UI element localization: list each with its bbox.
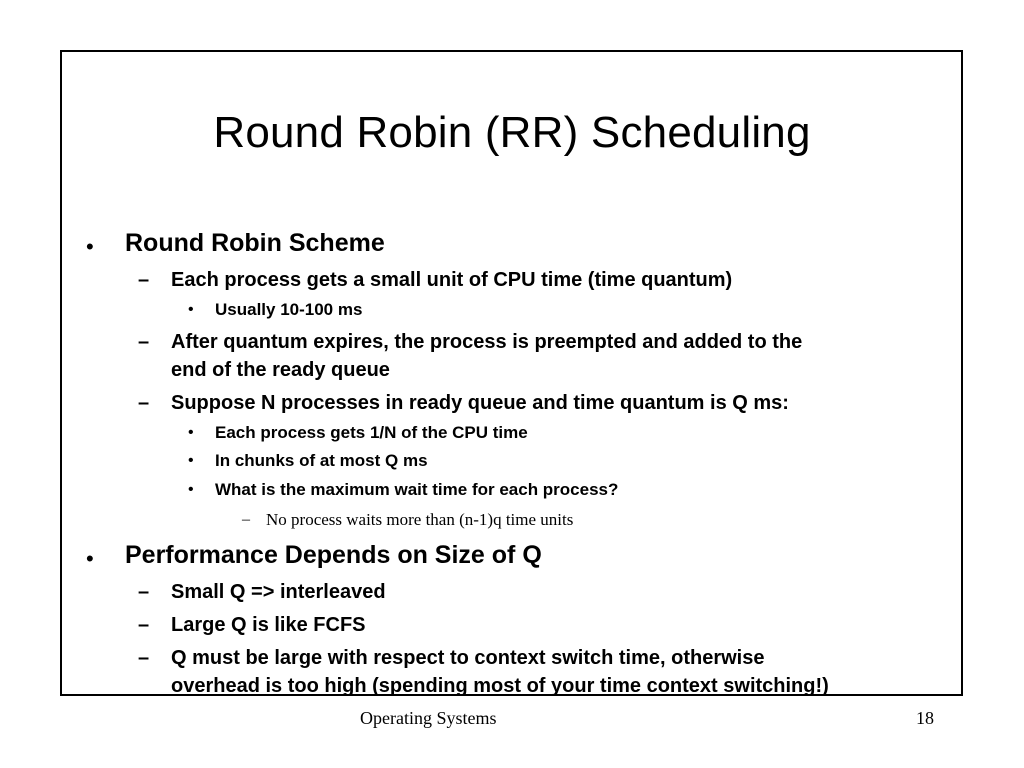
sub-bullet-marker: •	[188, 424, 194, 441]
slide-title: Round Robin (RR) Scheduling	[213, 108, 811, 157]
item-large-q: Large Q is like FCFS	[171, 614, 366, 636]
sub-bullet-marker: •	[188, 481, 194, 498]
dash-marker: –	[138, 392, 150, 414]
bullet-marker: •	[86, 234, 94, 259]
item-q-large-context-cont: overhead is too high (spending most of your time context switching!)	[171, 675, 829, 697]
sub-dash-marker: –	[242, 511, 250, 528]
sub-bullet-marker: •	[188, 452, 194, 469]
section-heading-round-robin: Round Robin Scheme	[125, 229, 385, 257]
item-q-large-context: Q must be large with respect to context switch time, otherwise	[171, 647, 765, 669]
item-time-quantum: Each process gets a small unit of CPU time (time quantum)	[171, 269, 733, 291]
section-heading-performance: Performance Depends on Size of Q	[125, 541, 542, 569]
subitem-usually: Usually 10-100 ms	[215, 300, 363, 319]
dash-marker: –	[138, 331, 150, 353]
subitem-chunks: In chunks of at most Q ms	[215, 451, 428, 470]
footer-course: Operating Systems	[360, 708, 497, 728]
footer-page-number: 18	[916, 708, 934, 728]
item-suppose-n: Suppose N processes in ready queue and time quantum is Q ms:	[171, 392, 789, 414]
dash-marker: –	[138, 647, 150, 669]
subitem-max-wait: What is the maximum wait time for each process?	[215, 480, 619, 499]
subitem-1-over-n: Each process gets 1/N of the CPU time	[215, 423, 528, 442]
subsub-no-process-waits: No process waits more than (n-1)q time units	[266, 510, 574, 529]
bullet-marker: •	[86, 546, 94, 571]
dash-marker: –	[138, 269, 150, 291]
dash-marker: –	[138, 581, 150, 603]
sub-bullet-marker: •	[188, 301, 194, 318]
item-small-q: Small Q => interleaved	[171, 581, 386, 603]
item-after-quantum: After quantum expires, the process is preempted and added to the	[171, 331, 803, 353]
item-after-quantum-cont: end of the ready queue	[171, 359, 390, 381]
dash-marker: –	[138, 614, 150, 636]
